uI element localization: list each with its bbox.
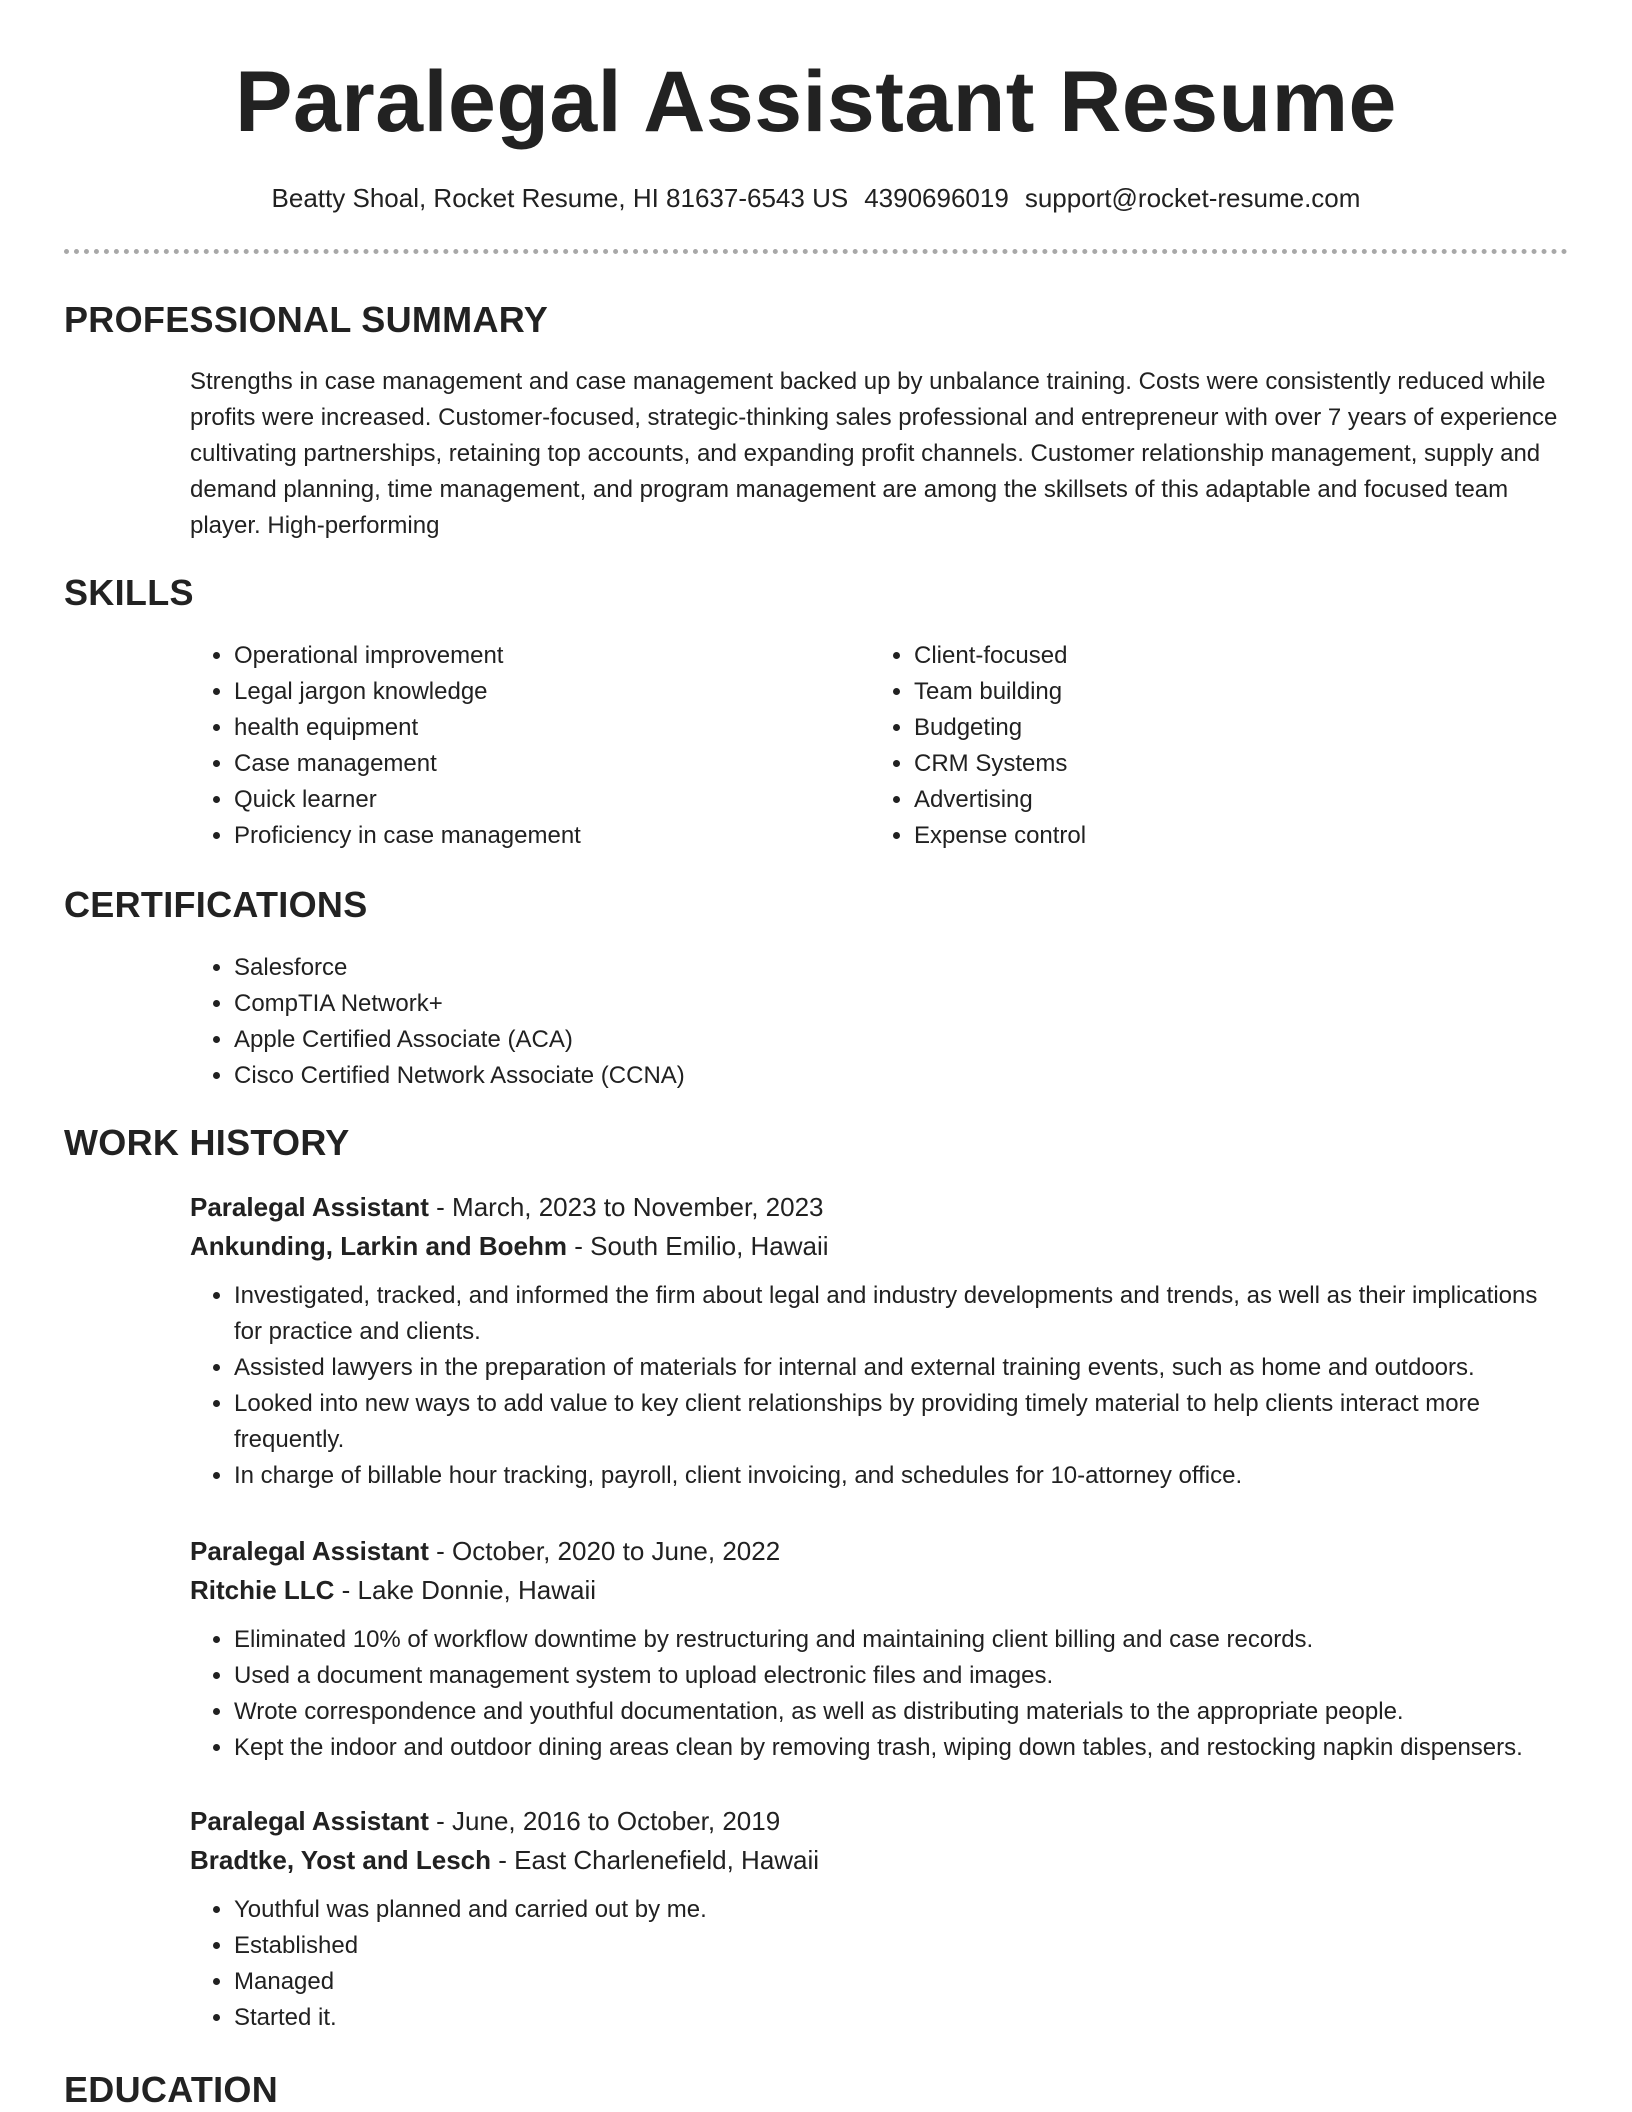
job-entry	[190, 1188, 1568, 1494]
job-bullet: • Youthful was planned and carried out by me.	[234, 1892, 1568, 1928]
contact-phone: 4390696019	[864, 183, 1009, 213]
resume-title: Paralegal Assistant Resume	[235, 54, 1397, 150]
skill-item: • Expense control	[914, 818, 1550, 854]
job-bullet: • In charge of billable hour tracking, payroll, client invoicing, and schedules for 10-attorney office.	[234, 1458, 1568, 1494]
skill-item: • Budgeting	[914, 710, 1550, 746]
skills-column-left	[190, 638, 870, 854]
skill-item: • Quick learner	[234, 782, 870, 818]
summary-text: Strengths in case management and case management backed up by unbalance training. Costs were consistently reduced while profits were increased. Customer-focused, strategic-thinking sales professional and entrepreneur with over 7 years of experience cultivating partnerships, retaining top accounts, and expanding profit channels. Customer relationship management, supply and demand planning, time management, and program management are among the skillsets of this adaptable and focused team player. High-performing	[190, 368, 1558, 539]
job-bullet: • Looked into new ways to add value to key client relationships by providing timely material to help clients interact more frequently.	[234, 1386, 1568, 1458]
skills-heading: SKILLS	[64, 572, 194, 613]
job-title: Paralegal Assistant	[190, 1806, 429, 1836]
certifications-list	[190, 950, 1568, 1094]
job-entry	[190, 1802, 1568, 2036]
job-company: Ankunding, Larkin and Boehm	[190, 1231, 568, 1261]
certification-item: • Cisco Certified Network Associate (CCNA)	[234, 1058, 1568, 1094]
skill-item: • health equipment	[234, 710, 870, 746]
skill-item: • Case management	[234, 746, 870, 782]
job-bullet: • Managed	[234, 1964, 1568, 2000]
skill-item: • Client-focused	[914, 638, 1550, 674]
skills-grid	[190, 638, 1568, 854]
contact-address: Beatty Shoal, Rocket Resume, HI 81637-6543 US	[271, 183, 849, 213]
job-bullet: • Established	[234, 1928, 1568, 1964]
job-bullet: • Used a document management system to upload electronic files and images.	[234, 1658, 1568, 1694]
job-location: - Lake Donnie, Hawaii	[334, 1575, 597, 1605]
job-dates: - June, 2016 to October, 2019	[428, 1806, 781, 1836]
skill-item: • Proficiency in case management	[234, 818, 870, 854]
skill-item: • CRM Systems	[914, 746, 1550, 782]
job-title: Paralegal Assistant	[190, 1192, 429, 1222]
summary-block	[190, 364, 1568, 544]
job-bullets	[190, 1892, 1568, 2036]
skill-item: • Team building	[914, 674, 1550, 710]
work-history-heading: WORK HISTORY	[64, 1122, 350, 1163]
contact-email: support@rocket-resume.com	[1024, 183, 1361, 213]
job-location: - East Charlenefield, Hawaii	[491, 1845, 820, 1875]
job-bullet: • Assisted lawyers in the preparation of materials for internal and external training events, such as home and outdoors.	[234, 1350, 1568, 1386]
job-bullet: • Kept the indoor and outdoor dining areas clean by removing trash, wiping down tables, and restocking napkin dispensers.	[234, 1730, 1568, 1766]
skills-list-right	[870, 638, 1550, 854]
job-dates: - October, 2020 to June, 2022	[428, 1536, 781, 1566]
job-dates: - March, 2023 to November, 2023	[428, 1192, 824, 1222]
education-heading: EDUCATION	[64, 2069, 279, 2110]
job-title-line	[190, 1802, 1568, 1841]
certification-item: • Apple Certified Associate (ACA)	[234, 1022, 1568, 1058]
job-title: Paralegal Assistant	[190, 1536, 429, 1566]
header-divider	[64, 249, 1568, 254]
job-company-line	[190, 1841, 1568, 1880]
job-entry	[190, 1532, 1568, 1766]
skills-column-right	[870, 638, 1550, 854]
job-bullets	[190, 1278, 1568, 1494]
job-company: Bradtke, Yost and Lesch	[190, 1845, 492, 1875]
skill-item: • Advertising	[914, 782, 1550, 818]
skill-item: • Operational improvement	[234, 638, 870, 674]
job-company-line	[190, 1227, 1568, 1266]
job-bullet: • Eliminated 10% of workflow downtime by restructuring and maintaining client billing and case records.	[234, 1622, 1568, 1658]
contact-line	[0, 178, 1632, 218]
certifications-block	[190, 950, 1568, 1094]
summary-heading: PROFESSIONAL SUMMARY	[64, 299, 549, 340]
skills-list-left	[190, 638, 870, 854]
job-bullet: • Investigated, tracked, and informed the firm about legal and industry developments and trends, as well as their implications for practice and clients.	[234, 1278, 1568, 1350]
job-title-line	[190, 1188, 1568, 1227]
skill-item: • Legal jargon knowledge	[234, 674, 870, 710]
job-bullet: • Started it.	[234, 2000, 1568, 2036]
job-bullets	[190, 1622, 1568, 1766]
certifications-heading: CERTIFICATIONS	[64, 884, 368, 925]
job-company: Ritchie LLC	[190, 1575, 335, 1605]
job-company-line	[190, 1571, 1568, 1610]
job-location: - South Emilio, Hawaii	[567, 1231, 829, 1261]
job-title-line	[190, 1532, 1568, 1571]
certification-item: • Salesforce	[234, 950, 1568, 986]
job-bullet: • Wrote correspondence and youthful documentation, as well as distributing materials to the appropriate people.	[234, 1694, 1568, 1730]
certification-item: • CompTIA Network+	[234, 986, 1568, 1022]
